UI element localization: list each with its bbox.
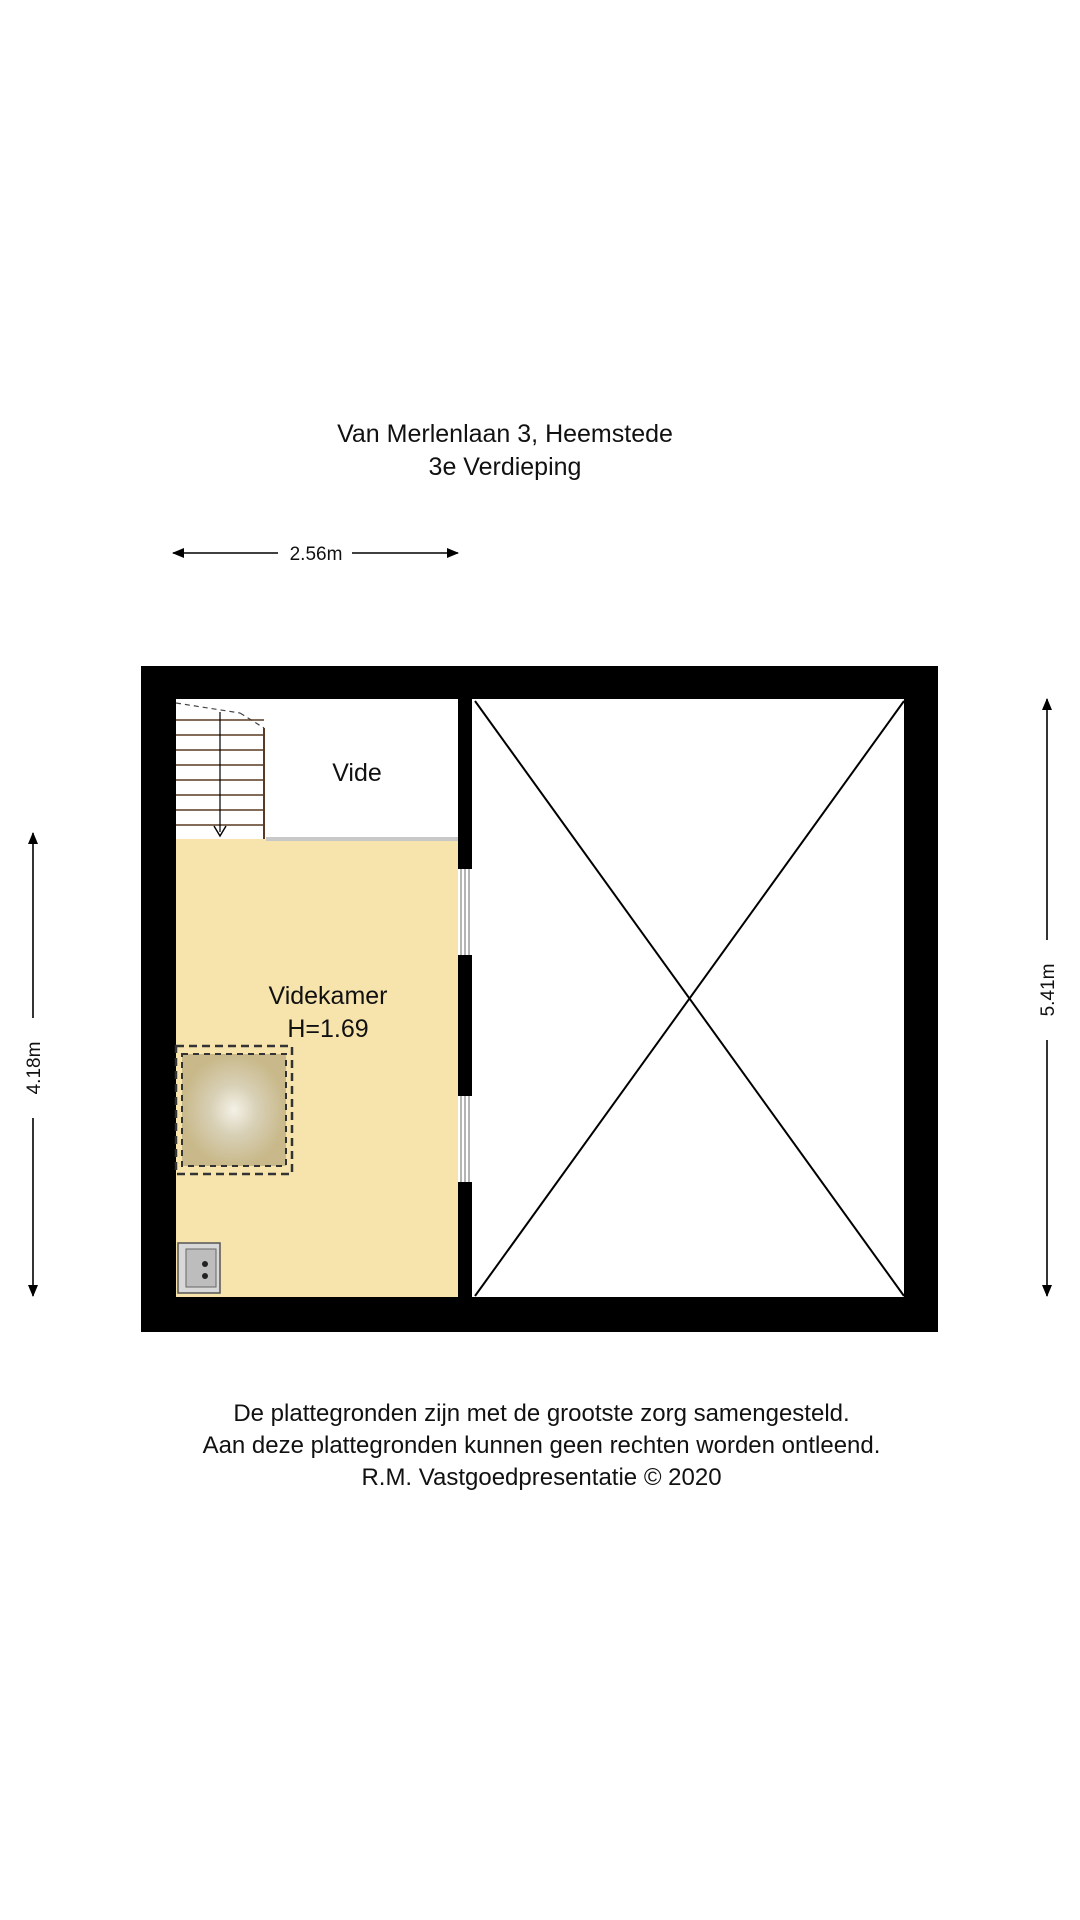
left-dimension-label: 4.18m (24, 1041, 45, 1095)
left-height-dimension (24, 833, 45, 1296)
disclaimer (0, 1398, 1080, 1494)
sink-icon (178, 1243, 220, 1293)
window-upper (458, 869, 472, 955)
width-dimension (173, 544, 458, 565)
staircase (176, 699, 266, 839)
window-lower (458, 1096, 472, 1182)
right-height-dimension (1038, 699, 1059, 1296)
videkamer-height: H=1.69 (287, 1015, 369, 1043)
disclaimer-line-2: Aan deze plattegronden kunnen geen rechten worden ontleend. (202, 1432, 881, 1459)
address-label: Van Merlenlaan 3, Heemstede (337, 420, 673, 448)
copyright-line: R.M. Vastgoedpresentatie © 2020 (361, 1464, 722, 1491)
floor-label: 3e Verdieping (428, 453, 582, 481)
skylight (176, 1046, 292, 1174)
vide-label: Vide (332, 759, 382, 787)
videkamer-name: Videkamer (268, 982, 388, 1010)
right-dimension-label: 5.41m (1038, 963, 1059, 1017)
disclaimer-line-1: De plattegronden zijn met de grootste zorg samengesteld. (233, 1400, 850, 1427)
width-dimension-label: 2.56m (289, 544, 343, 565)
